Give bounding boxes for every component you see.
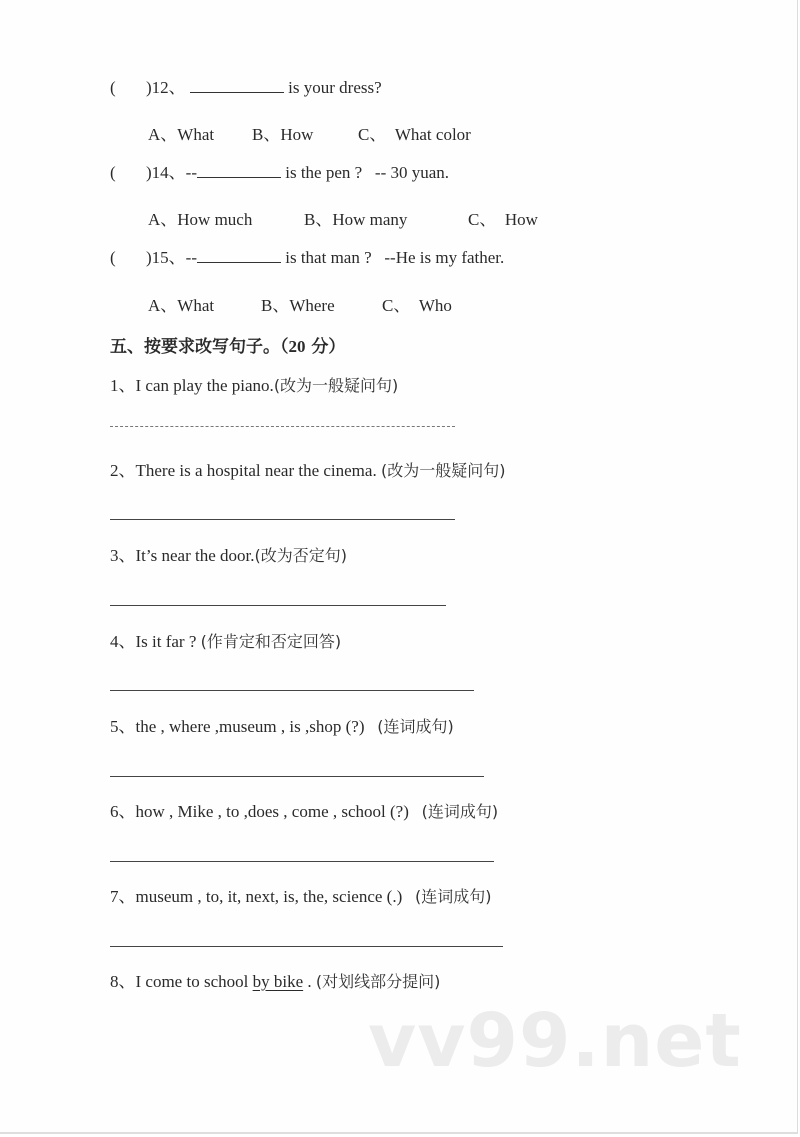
option-c: C、 What color <box>358 125 471 144</box>
answer-blank[interactable] <box>197 248 281 263</box>
option-b: B、How many <box>304 210 408 229</box>
answer-line[interactable] <box>110 690 474 691</box>
answer-blank[interactable] <box>197 163 281 178</box>
question-14: )14、-- is the pen ? -- 30 yuan. <box>146 163 450 182</box>
answer-line[interactable] <box>110 605 446 606</box>
underlined-phrase: by bike <box>252 972 304 991</box>
rewrite-item-6: 6、how , Mike , to ,does , come , school (?) (连词成句) <box>110 802 499 821</box>
option-b: B、How <box>252 125 314 144</box>
answer-line[interactable] <box>110 861 494 862</box>
option-a: A、What <box>148 296 215 315</box>
rewrite-item-2: 2、There is a hospital near the cinema. (改为一般疑问句) <box>110 461 506 480</box>
rewrite-item-4: 4、Is it far ? (作肯定和否定回答) <box>110 632 342 651</box>
question-12: )12、 is your dress? <box>146 78 382 97</box>
watermark: vv99.net <box>368 998 742 1084</box>
answer-paren: ( <box>110 78 116 97</box>
section-heading: 五、按要求改写句子。（20 分） <box>110 337 346 357</box>
question-15: )15、-- is that man ? --He is my father. <box>146 248 505 267</box>
rewrite-item-7: 7、museum , to, it, next, is, the, science (.) (连词成句) <box>110 887 492 906</box>
option-c: C、 How <box>468 210 538 229</box>
option-c: C、 Who <box>382 296 452 315</box>
rewrite-item-1: 1、I can play the piano.(改为一般疑问句) <box>110 376 399 395</box>
option-a: A、What <box>148 125 215 144</box>
answer-line[interactable] <box>110 426 455 427</box>
rewrite-item-5: 5、the , where ,museum , is ,shop (?) (连词成句) <box>110 717 454 736</box>
answer-line[interactable] <box>110 946 503 947</box>
answer-blank[interactable] <box>190 78 284 93</box>
option-b: B、Where <box>261 296 335 315</box>
rewrite-item-8: 8、I come to school by bike . (对划线部分提问) <box>110 972 441 991</box>
answer-line[interactable] <box>110 519 455 520</box>
option-a: A、How much <box>148 210 253 229</box>
answer-line[interactable] <box>110 776 484 777</box>
answer-paren: ( <box>110 248 116 267</box>
answer-paren: ( <box>110 163 116 182</box>
rewrite-item-3: 3、It’s near the door.(改为否定句) <box>110 546 347 565</box>
